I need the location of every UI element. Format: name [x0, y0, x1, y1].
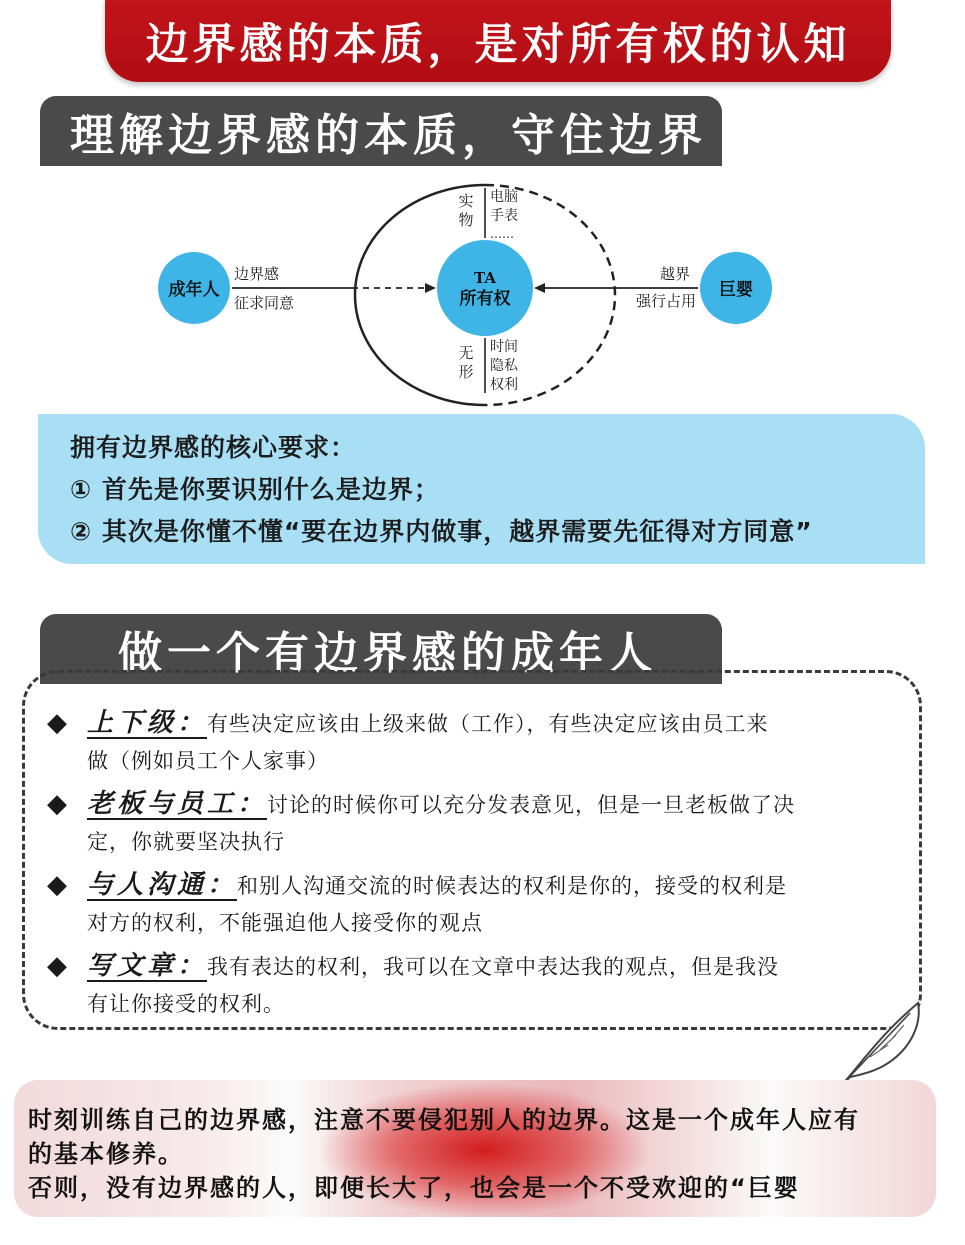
banner-title: 边界感的本质，是对所有权的认知: [145, 19, 851, 70]
example-item-writing: [47, 948, 907, 1023]
example-desc-line1: 和别人沟通交流的时候表达的权利是你的，接受的权利是: [237, 874, 788, 898]
section-header-understand-title: 理解边界感的本质，守住边界: [70, 110, 707, 161]
physical-item-computer: 电脑: [490, 189, 518, 205]
example-item-superior-subordinate: [47, 705, 907, 780]
example-desc-line2: 对方的权利，不能强迫他人接受你的观点: [87, 911, 483, 935]
example-item-boss-employee: [47, 786, 907, 861]
physical-item-watch: 手表: [490, 208, 518, 224]
adult-node-label: 成年人: [168, 280, 220, 300]
right-arrow-top-label: 越界: [659, 265, 690, 283]
giant-baby-node-label: 巨婴: [719, 280, 753, 300]
ownership-node-label-1: TA: [474, 269, 496, 287]
closing-note-line2: 的基本修养。: [28, 1140, 184, 1168]
top-banner: [105, 0, 891, 82]
core-requirements-box: [38, 414, 925, 564]
core-requirements-title: 拥有边界感的核心要求：: [70, 433, 357, 462]
diamond-bullet-icon: ◆: [47, 951, 67, 981]
physical-item-ellipsis: ……: [490, 227, 514, 241]
intangible-item-time: 时间: [490, 339, 518, 355]
left-arrowhead: [425, 283, 436, 293]
ownership-diagram: [150, 178, 790, 408]
intangible-category-char-2: 形: [458, 363, 474, 381]
intangible-category-char-1: 无: [458, 344, 474, 362]
example-key: 与人沟通：: [87, 870, 238, 900]
left-arrow-top-label: 边界感: [234, 265, 280, 283]
example-desc-line2: 有让你接受的权利。: [87, 992, 285, 1016]
core-requirement-1: ① 首先是你要识别什么是边界；: [70, 475, 440, 504]
closing-note-line3: 否则，没有边界感的人，即便长大了，也会是一个不受欢迎的“巨婴: [28, 1174, 800, 1202]
example-key: 老板与员工：: [87, 789, 268, 819]
example-key: 上下级：: [87, 708, 208, 738]
example-key: 写文章：: [87, 951, 208, 981]
diamond-bullet-icon: ◆: [47, 708, 67, 738]
diamond-bullet-icon: ◆: [47, 870, 67, 900]
physical-category-char-1: 实: [458, 192, 474, 210]
right-arrow-bottom-label: 强行占用: [635, 292, 696, 310]
left-arrow-bottom-label: 征求同意: [234, 294, 295, 312]
section-header-understand: [40, 96, 722, 166]
ownership-node-label-2: 所有权: [459, 289, 511, 309]
ownership-node: [437, 240, 533, 336]
diamond-bullet-icon: ◆: [47, 789, 67, 819]
core-requirement-2: ② 其次是你懂不懂“要在边界内做事，越界需要先征得对方同意”: [70, 517, 813, 546]
physical-category-char-2: 物: [458, 211, 474, 229]
example-item-communication: [47, 867, 907, 942]
example-desc-line1: 我有表达的权利，我可以在文章中表达我的观点，但是我没: [207, 955, 780, 979]
boundary-examples-box: [22, 670, 922, 1030]
example-desc-line1: 讨论的时候你可以充分发表意见，但是一旦老板做了决: [267, 793, 796, 817]
closing-note-line1: 时刻训练自己的边界感，注意不要侵犯别人的边界。这是一个成年人应有: [28, 1106, 860, 1134]
closing-note-box: [14, 1080, 936, 1217]
right-arrowhead: [534, 283, 545, 293]
example-desc-line2: 做（例如员工个人家事）: [87, 749, 329, 773]
intangible-item-rights: 权利: [490, 377, 518, 393]
example-desc-line1: 有些决定应该由上级来做（工作），有些决定应该由员工来: [207, 712, 769, 736]
section-header-adult-title: 做一个有边界感的成年人: [118, 628, 657, 679]
intangible-item-privacy: 隐私: [490, 358, 518, 374]
example-desc-line2: 定，你就要坚决执行: [87, 830, 285, 854]
